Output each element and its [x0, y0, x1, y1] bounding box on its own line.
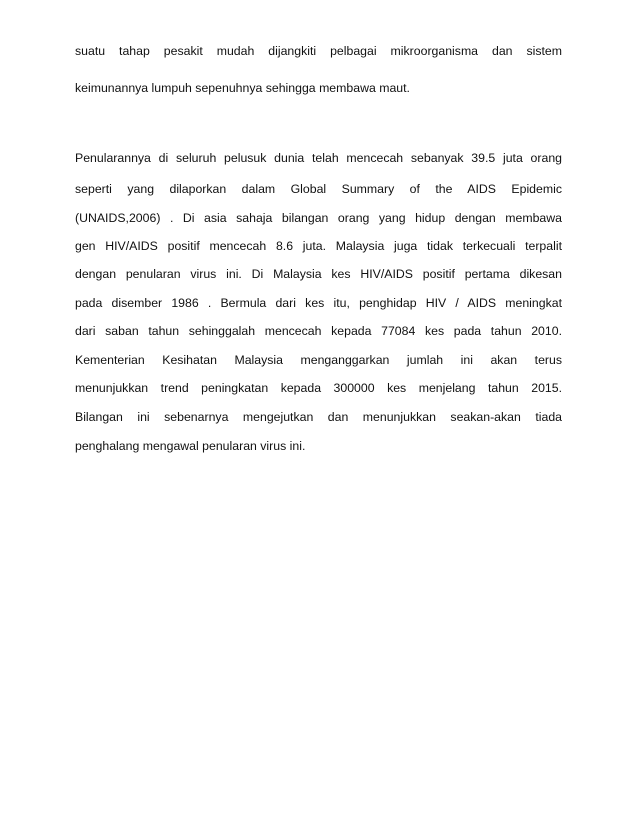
paragraph-2-line-6: pada disember 1986 . Bermula dari kes itu, penghidap HIV / AIDS meningkat: [75, 296, 562, 310]
paragraph-1-line-2: keimunannya lumpuh sepenuhnya sehingga membawa maut.: [75, 81, 410, 95]
paragraph-2-line-9: menunjukkan trend peningkatan kepada 300000 kes menjelang tahun 2015.: [75, 381, 562, 395]
paragraph-2-line-3: (UNAIDS,2006) . Di asia sahaja bilangan orang yang hidup dengan membawa: [75, 211, 562, 225]
paragraph-2-line-8: Kementerian Kesihatan Malaysia menganggarkan jumlah ini akan terus: [75, 353, 562, 367]
paragraph-2-line-2: seperti yang dilaporkan dalam Global Summary of the AIDS Epidemic: [75, 182, 562, 196]
paragraph-2-line-1: Penularannya di seluruh pelusuk dunia telah mencecah sebanyak 39.5 juta orang: [75, 151, 562, 165]
paragraph-2-line-4: gen HIV/AIDS positif mencecah 8.6 juta. Malaysia juga tidak terkecuali terpalit: [75, 239, 562, 253]
paragraph-2-line-7: dari saban tahun sehinggalah mencecah kepada 77084 kes pada tahun 2010.: [75, 324, 562, 338]
paragraph-2-line-5: dengan penularan virus ini. Di Malaysia kes HIV/AIDS positif pertama dikesan: [75, 267, 562, 281]
paragraph-1-line-1: suatu tahap pesakit mudah dijangkiti pelbagai mikroorganisma dan sistem: [75, 44, 562, 58]
paragraph-2-line-11: penghalang mengawal penularan virus ini.: [75, 439, 306, 453]
paragraph-2-line-10: Bilangan ini sebenarnya mengejutkan dan menunjukkan seakan-akan tiada: [75, 410, 562, 424]
